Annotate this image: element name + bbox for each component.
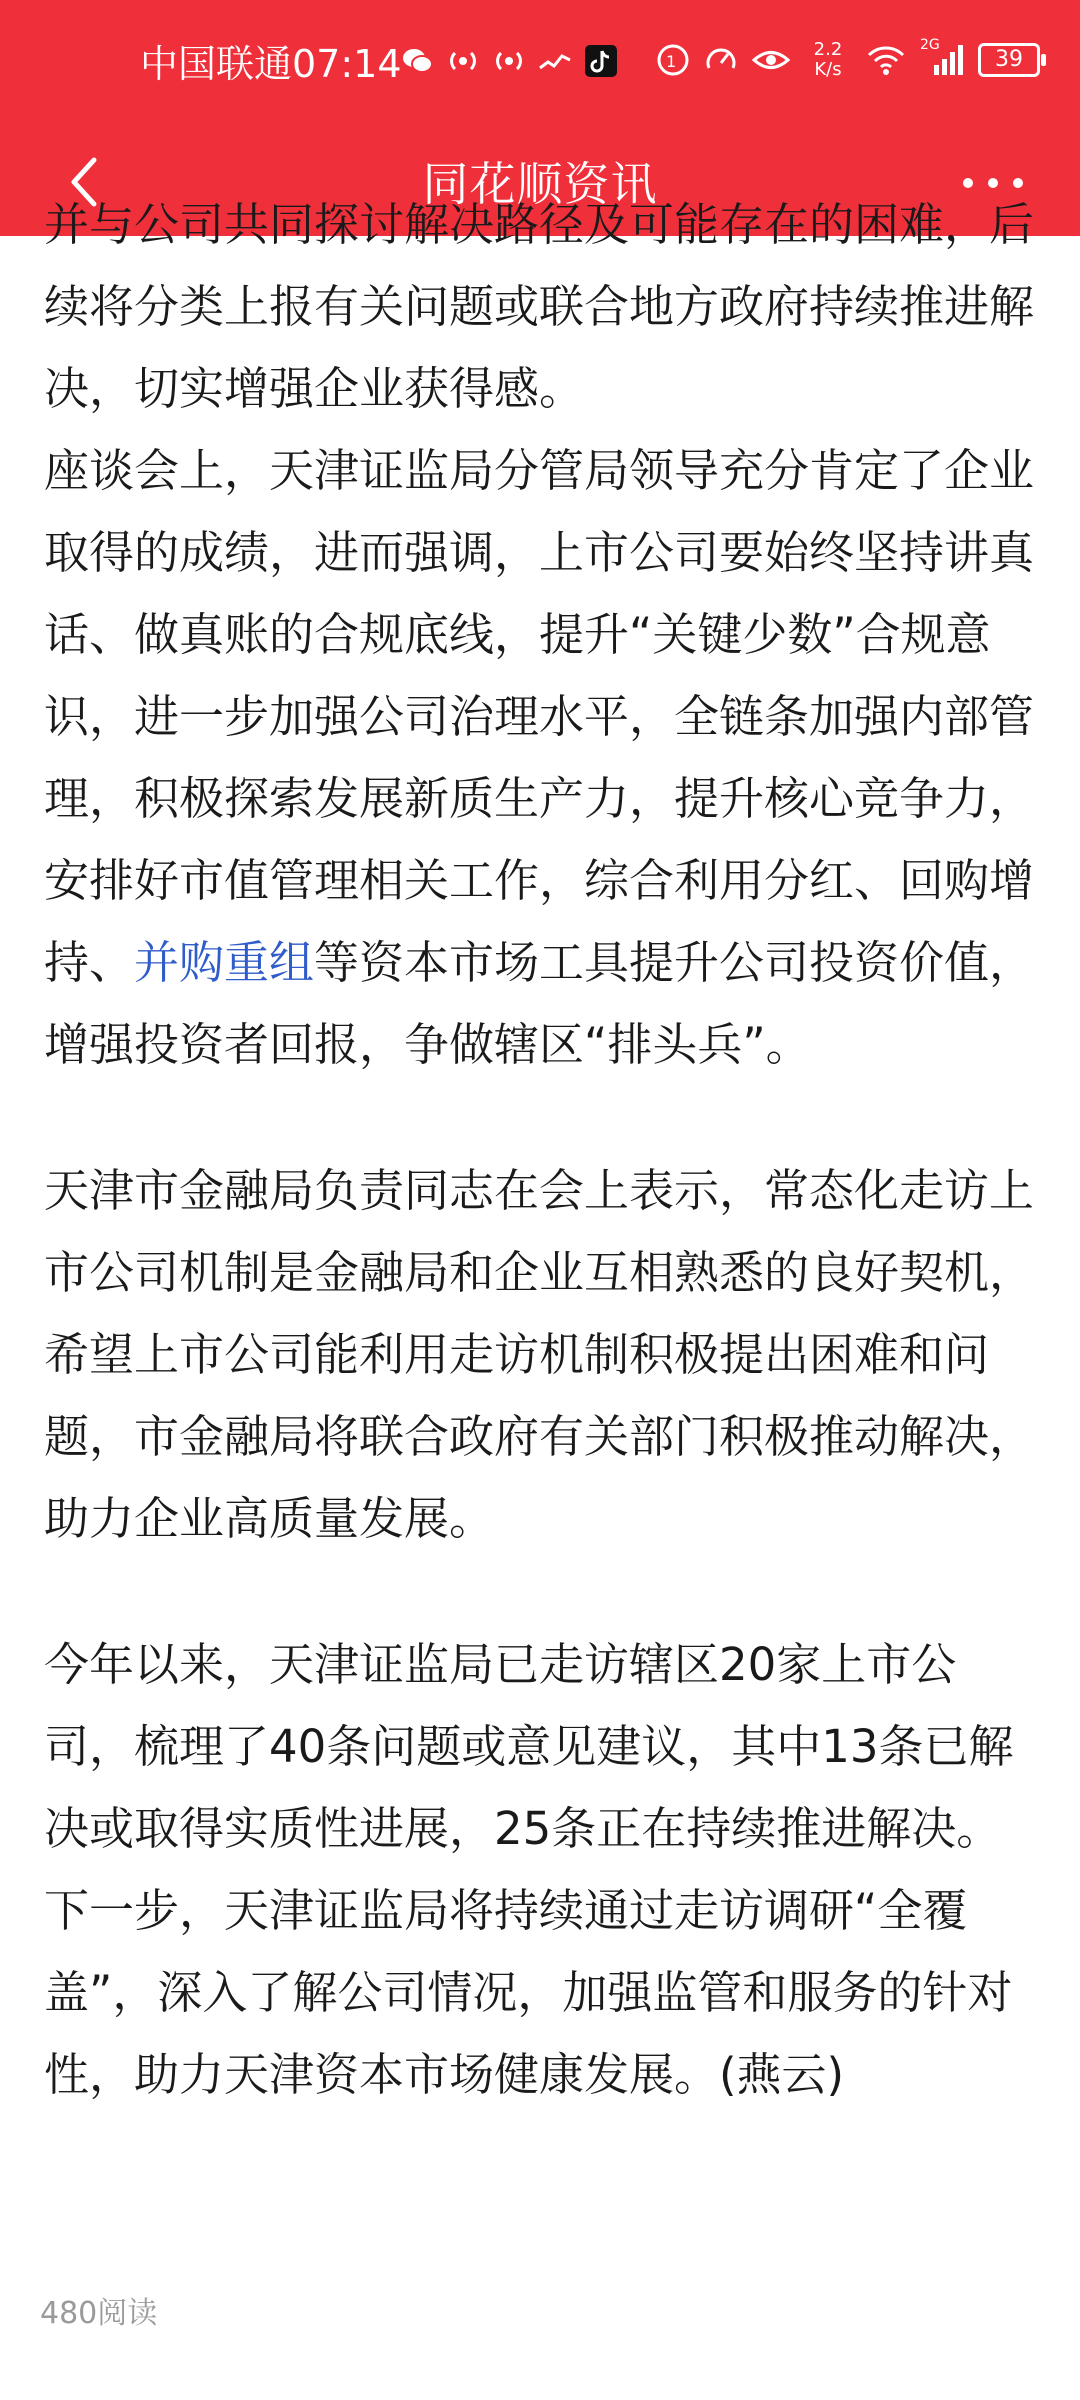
network-type-label: 2G — [920, 37, 940, 53]
signal-bars-icon — [920, 43, 964, 77]
hotspot-icon — [492, 44, 526, 78]
clock: 07:14 — [292, 42, 402, 86]
notification-icons — [400, 44, 618, 78]
wechat-icon — [400, 44, 434, 78]
wifi-icon — [866, 43, 906, 77]
paragraph-text: 等资本市场工具提升公司投资价值，增强投资者回报，争做辖区“排头兵”。 — [44, 936, 1035, 1071]
page-title: 同花顺资讯 — [422, 157, 658, 211]
article-body — [44, 198, 1044, 2276]
article-paragraph — [44, 1624, 1044, 2116]
app-notification-icon — [538, 44, 572, 78]
hotspot-icon — [446, 44, 480, 78]
paragraph-text-partial: 并与公司共同探讨解决路径及可能存在的困难， — [44, 198, 990, 251]
eye-icon — [752, 43, 790, 77]
cell-signal — [920, 37, 964, 77]
network-speed — [804, 40, 852, 80]
carrier-label: 中国联通 — [140, 42, 293, 86]
paragraph-text: 后续将分类上报有关问题或联合地方政府持续推进解决，切实增强企业获得感。 — [44, 198, 1035, 415]
paragraph-text: 座谈会上，天津证监局分管局领导充分肯定了企业取得的成绩，进而强调，上市公司要始终坚持讲真话、做真账的合规底线，提升“关键少数”合规意识，进一步加强公司治理水平，全链条加强内部管理，积极探索发展新质生产力，提升核心竞争力，安排好市值管理相关工作，综合利用分红、回购增持、 — [44, 444, 1035, 989]
network-speed-unit: K/s — [814, 59, 842, 80]
speedometer-icon — [704, 43, 738, 77]
article-paragraph — [44, 184, 1044, 430]
article-paragraph — [44, 1150, 1044, 1560]
svg-text:1: 1 — [666, 52, 677, 71]
hd-call-icon — [656, 43, 690, 77]
battery-indicator: 39 — [978, 43, 1040, 77]
system-status-icons — [656, 37, 1040, 80]
tiktok-icon — [584, 44, 618, 78]
paragraph-text: 天津市金融局负责同志在会上表示，常态化走访上市公司机制是金融局和企业互相熟悉的良好契机，希望上市公司能利用走访机制积极提出困难和问题，市金融局将联合政府有关部门积极推动解决，助力企业高质量发展。 — [44, 1164, 1035, 1545]
network-speed-value: 2.2 — [813, 39, 843, 60]
read-count: 480阅读 — [40, 2296, 158, 2331]
article-paragraph — [44, 430, 1044, 1086]
paragraph-text: 今年以来，天津证监局已走访辖区20家上市公司，梳理了40条问题或意见建议，其中13条已解决或取得实质性进展，25条正在持续推进解决。下一步，天津证监局将持续通过走访调研“全覆盖”，深入了解公司情况，加强监管和服务的针对性，助力天津资本市场健康发展。(燕云) — [44, 1638, 1014, 2101]
status-bar — [0, 0, 1080, 132]
topic-link[interactable]: 并购重组 — [134, 936, 315, 989]
